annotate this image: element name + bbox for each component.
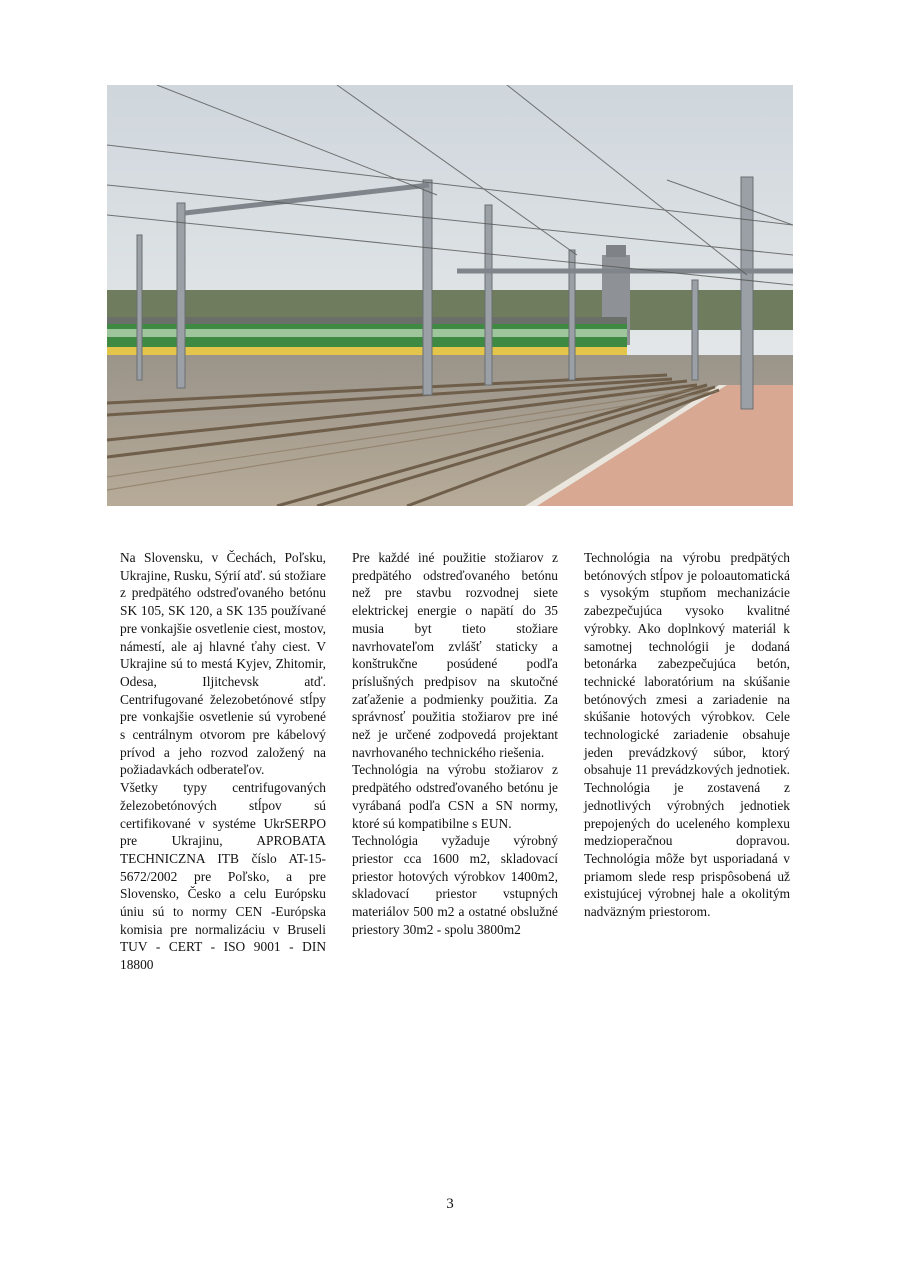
railway-catenary-photo: [107, 85, 793, 506]
paragraph: Technológia vyžaduje výrobný priestor cca 1600 m2, skladovací priestor hotových výrobkov 1400m2, skladovací priestor vstupných materiálov 500 m2 a ostatné obslužné priestory 30m2 - spolu 3800m2: [352, 833, 558, 937]
paragraph: Na Slovensku, v Čechách, Poľsku, Ukrajine, Rusku, Sýrií atď. sú stožiare z predpätého odstreďovaného betónu SK 105, SK 120, a SK 135 používané pre vonkajšie osvetlenie ciest, mostov, námestí, ale aj hlavné ťahy ciest. V Ukrajine sú to mestá Kyjev, Zhitomir, Odesa, Iljitchevsk atď. Centrifugované železobetónové stĺpy pre vonkajšie osvetlenie sú vyrobené s centrálnym otvorom pre kábelový prívod a jeho rozvod založený na požiadavkách odberateľov.: [120, 550, 326, 778]
paragraph: Technológia na výrobu predpätých betónových stĺpov je poloautomatická s vysokým stupňom mechanizácie zabezpečujúca vysoko kvalitné výrobky. Ako doplnkový materiál k samotnej technológii je dodaná betonárka zabezpečujúca betón, technické laboratórium na skúšanie betónových zmesi a zariadenie na skúšanie hotových výrobkov. Cele technologické zariadenie obsahuje jeden prevádzkový súbor, ktorý obsahuje 11 prevádzkových jednotiek. Technológia je zostavená z jednotlivých výrobných jednotiek prepojených do uceleného komplexu medzioperačnou dopravou. Technológia môže byt usporiadaná v priamom slede resp prispôsobená už existujúcej výrobnej hale a okolitým nadväzným priestorom.: [584, 550, 790, 920]
paragraph: Technológia na výrobu stožiarov z predpätého odstreďovaného betónu je vyrábaná podľa CSN a SN normy, ktoré sú kompatibilne s EUN.: [352, 762, 558, 831]
paragraph: Všetky typy centrifugovaných železobetónových stĺpov sú certifikované v systéme UkrSERPO pre Ukrajinu, APROBATA TECHNICZNA ITB číslo AT-15-5672/2002 pre Poľsko, a pre Slovensko, Česko a celu Európsku úniu sú to normy CEN -Európska komisia pre normalizáciu v Bruseli TUV - CERT - ISO 9001 - DIN 18800: [120, 780, 326, 973]
text-column-1: [120, 549, 326, 974]
paragraph: Pre každé iné použitie stožiarov z predpätého odstreďovaného betónu než pre stavbu rozvodnej siete elektrickej energie o napätí do 35 musia byt tieto stožiare navrhovateľom zvlášť staticky a konštrukčne posúdené podľa príslušných predpisov na skutočné zaťaženie a podmienky použitia. Za správnosť použitia stožiarov pre iné než je určené zodpovedá projektant navrhovaného technického riešenia.: [352, 550, 558, 760]
page-number: 3: [446, 1196, 454, 1212]
text-column-2: [352, 549, 558, 938]
text-column-3: [584, 549, 790, 921]
